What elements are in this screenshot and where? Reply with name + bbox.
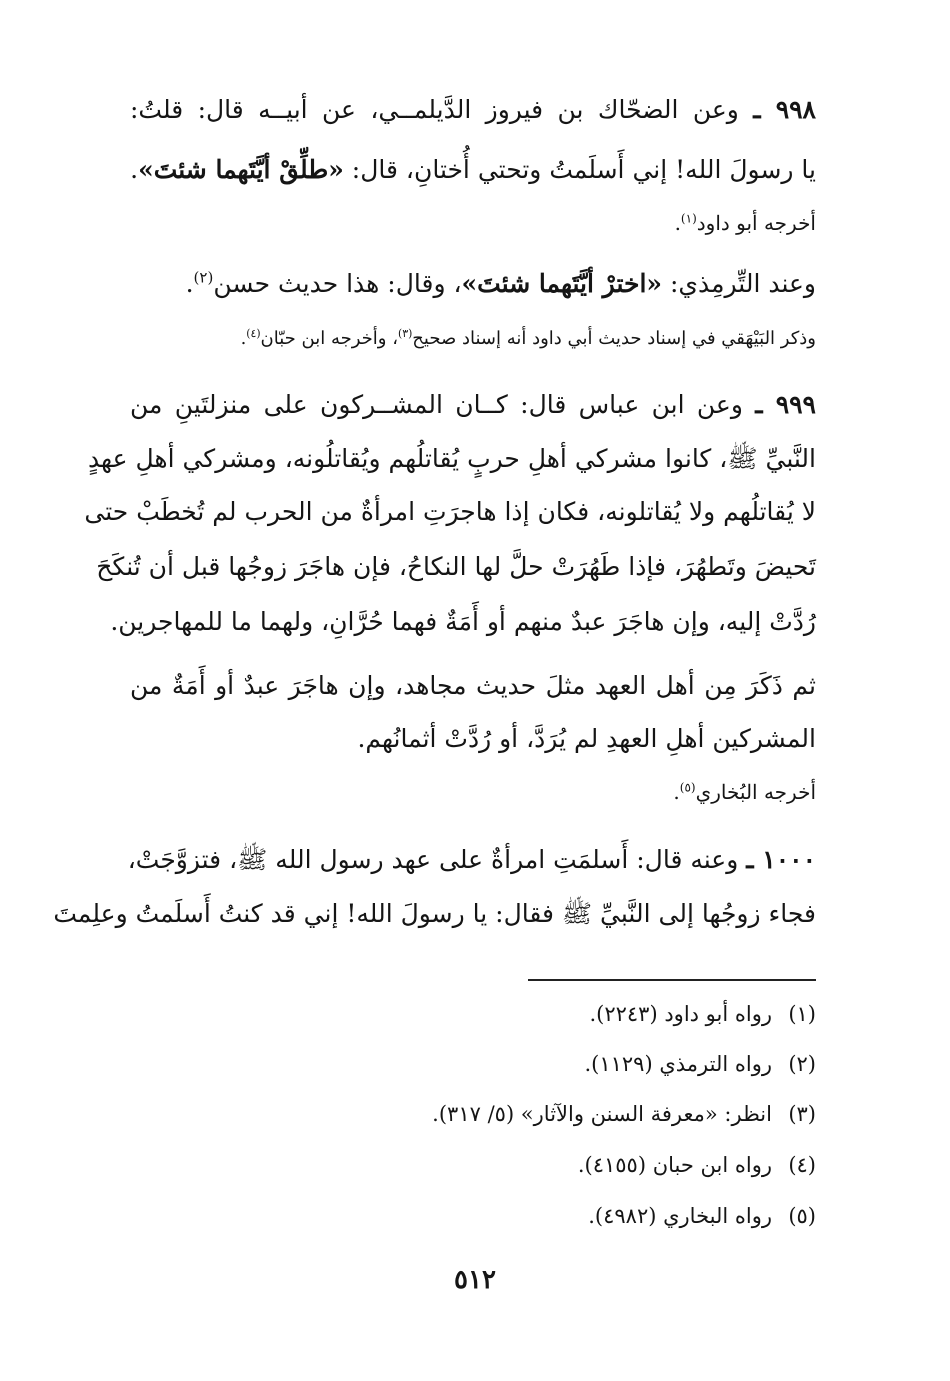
footnote-ref-2[interactable]: (٢) <box>193 268 214 287</box>
footnote-ref-5[interactable]: (٥) <box>679 780 696 795</box>
footnote-4: (٤)رواه ابن حبان (٤١٥٥). <box>577 1153 816 1177</box>
prophetic-quote: «اخترْ أيَّتَهما شئتَ» <box>461 269 663 298</box>
hadith-999-line-6: ثم ذَكَرَ مِن أهل العهد مثلَ حديث مجاهد، وإن هاجَرَ عبدٌ أو أَمَةٌ من <box>130 671 816 700</box>
footnote-3: (٣)انظر: «معرفة السنن والآثار» (٥/ ٣١٧). <box>432 1102 816 1126</box>
footnote-ref-3[interactable]: (٣) <box>398 327 413 340</box>
hadith-number: ١٠٠٠ ـ <box>746 845 816 874</box>
hadith-998-source: أخرجه أبو داود$^{(١)}$. <box>674 211 816 235</box>
footnote-ref-4[interactable]: (٤) <box>246 327 261 340</box>
hadith-1000-line-2: فجاء زوجُها إلى النَّبيِّ ﷺ فقال: يا رسولَ الله! إني قد كنتُ أَسلَمتُ وعلِمتَ <box>53 899 816 928</box>
footnote-ref-1[interactable]: (١) <box>680 211 697 226</box>
footnote-5: (٥)رواه البخاري (٤٩٨٢). <box>588 1204 816 1228</box>
hadith-999-line-4: تَحيضَ وتَطهُرَ، فإذا طَهُرَتْ حلَّ لها النكاحُ، فإن هاجَرَ زوجُها قبل أن تُنكَحَ <box>96 552 816 581</box>
hadith-999-line-2: النَّبيِّ ﷺ، كانوا مشركي أهلِ حربٍ يُقاتلُهم ويُقاتلُونه، ومشركي أهلِ عهدٍ <box>87 444 816 473</box>
footnote-separator <box>528 979 816 981</box>
hadith-number: ٩٩٨ ـ <box>753 95 816 124</box>
hadith-998-tirmidhi: وعند التِّرمِذي: «اخترْ أيَّتَهما شئتَ»، وقال: هذا حديث حسن$^{(٢)}$. <box>185 268 816 298</box>
hadith-998-bayhaqi: وذكر البَيْهَقي في إسناد حديث أبي داود أنه إسناد صحيح$^{(٣)}$، وأخرجه ابن حبّان$^{(٤)}$. <box>240 327 816 349</box>
hadith-999-line-7: المشركين أهلِ العهدِ لم يُرَدَّ، أو رُدَّتْ أثمانُهم. <box>357 724 816 753</box>
footnote-2: (٢)رواه الترمذي (١١٢٩). <box>584 1052 816 1076</box>
prophetic-quote: «طلِّقْ أيَّتَهما شئتَ» <box>138 155 344 184</box>
hadith-999-source: أخرجه البُخاري$^{(٥)}$. <box>673 780 816 804</box>
hadith-1000-line-1: ١٠٠٠ ـ وعنه قال: أَسلمَتِ امرأةٌ على عهد رسول الله ﷺ، فتزوَّجَتْ، <box>127 845 816 874</box>
hadith-999-line-5: رُدَّتْ إليه، وإن هاجَرَ عبدٌ منهم أو أَمَةٌ فهما حُرَّانِ، ولهما ما للمهاجرين. <box>110 607 816 636</box>
hadith-998-line-2: يا رسولَ الله! إني أَسلَمتُ وتحتي أُختانِ، قال: «طلِّقْ أيَّتَهما شئتَ». <box>130 155 816 184</box>
hadith-number: ٩٩٩ ـ <box>755 390 816 419</box>
hadith-999-line-3: لا يُقاتلُهم ولا يُقاتلونه، فكان إذا هاجرَتِ امرأةٌ من الحرب لم تُخطَبْ حتى <box>84 497 816 526</box>
page-number: ٥١٢ <box>454 1265 496 1295</box>
footnote-1: (١)رواه أبو داود (٢٢٤٣). <box>589 1002 816 1026</box>
hadith-999-line-1: ٩٩٩ ـ وعن ابن عباس قال: كــان المشــركون على منزلتَينِ من <box>130 390 816 419</box>
hadith-998-line-1: ٩٩٨ ـ وعن الضحّاك بن فيروز الدَّيلمــي، عن أبيــه قال: قلتُ: <box>130 95 816 124</box>
